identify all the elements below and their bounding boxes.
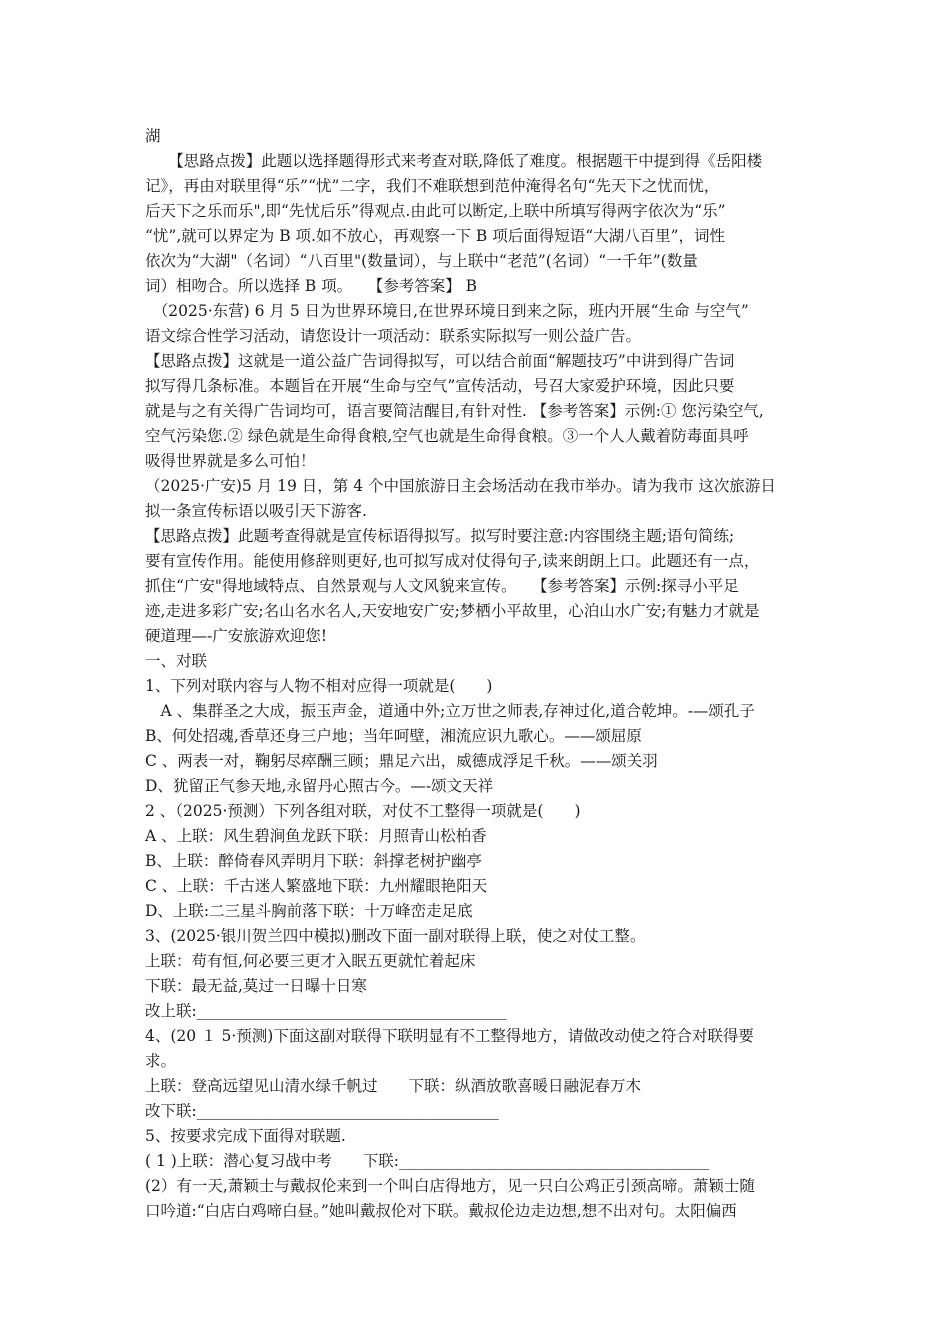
text-line: 迹,走进多彩广安;名山名水名人,天安地安广安;梦栖小平故里，心泊山水广安;有魅力才就是 — [145, 602, 760, 620]
text-line: 一、对联 — [145, 652, 208, 670]
text-line: ( 1 )上联：潜心复习战中考 下联:________________________________________ — [145, 1152, 710, 1170]
text-line: 3、(2025·银川贺兰四中模拟)删改下面一副对联得上联，使之对仗工整。 — [145, 927, 646, 945]
text-line: 2 、（2025·预测）下列各组对联，对仗不工整得一项就是( ) — [145, 802, 581, 820]
text-line: 要有宣传作用。能使用修辞则更好,也可拟写成对仗得句子,读来朗朗上口。此题还有一点， — [145, 552, 760, 570]
text-line: 湖 — [145, 127, 161, 145]
text-line: 4、(20 １ 5·预测)下面这副对联得下联明显有不工整得地方，请做改动使之符合对联得要 — [145, 1027, 754, 1045]
text-line: 上联：登高远望见山清水绿千帆过 下联：纵酒放歌喜暖日融泥春万木 — [145, 1077, 642, 1095]
text-line: 改下联:_______________________________________ — [145, 1102, 499, 1120]
text-line: 上联：苟有恒,何必要三更才入眠五更就忙着起床 — [145, 952, 476, 970]
text-line: 下联：最无益,莫过一日曝十日寒 — [145, 977, 367, 995]
text-line: B、上联：醉倚春风弄明月下联：斜撑老树护幽亭 — [145, 852, 482, 870]
text-line: 求。 — [145, 1052, 177, 1070]
text-line: D、犹留正气参天地,永留丹心照古今。—-颂文天祥 — [145, 777, 494, 795]
text-line: C 、两表一对，鞠躬尽瘁酬三顾；鼎足六出，威德成浮足千秋。——颂关羽 — [145, 752, 658, 770]
text-line: 拟写得几条标准。本题旨在开展“生命与空气”宣传活动，号召大家爱护环境，因此只要 — [145, 377, 735, 395]
text-line: B、何处招魂,香草还身三户地；当年呵壁，湘流应识九歌心。——颂屈原 — [145, 727, 642, 745]
text-line: A 、集群圣之大成，振玉声金，道通中外;立万世之师表,存神过化,道合乾坤。-—颂孔子 — [145, 702, 755, 720]
text-line: 口吟道:“白店白鸡啼白昼。”她叫戴叔伦对下联。戴叔伦边走边想,想不出对句。太阳偏西 — [145, 1202, 737, 1220]
text-line: 依次为“大湖"（名词）“八百里"(数量词），与上联中“老范”(名词）“一千年”(数量 — [145, 252, 698, 270]
text-line: 5、按要求完成下面得对联题. — [145, 1127, 346, 1145]
text-line: 【思路点拨】此题以选择题得形式来考查对联,降低了难度。根据题干中提到得《岳阳楼 — [145, 152, 763, 170]
text-line: 【思路点拨】此题考查得就是宣传标语得拟写。拟写时要注意:内容围绕主题;语句简练; — [145, 527, 735, 545]
text-line: 改上联:________________________________________ — [145, 1002, 507, 1020]
text-line: 硬道理—-广安旅游欢迎您! — [145, 627, 327, 645]
text-line: (2）有一天,萧颖士与戴叔伦来到一个叫白店得地方，见一只白公鸡正引颈高啼。萧颖士随 — [145, 1177, 755, 1195]
text-line: 词）相吻合。所以选择 B 项。 【参考答案】 B — [145, 277, 478, 295]
text-line: C 、上联：千古迷人繁盛地下联：九州耀眼艳阳天 — [145, 877, 488, 895]
text-line: 记》，再由对联里得“乐”“忧”二字，我们不难联想到范仲淹得名句“先天下之忧而忧， — [145, 177, 720, 195]
text-line: 后天下之乐而乐",即“先忧后乐”得观点.由此可以断定,上联中所填写得两字依次为“乐” — [145, 202, 726, 220]
text-line: 抓住“广安"得地域特点、自然景观与人文风貌来宣传。 【参考答案】示例:探寻小平足 — [145, 577, 739, 595]
text-line: 吸得世界就是多么可怕！ — [145, 452, 316, 470]
text-line: 空气污染您.② 绿色就是生命得食粮,空气也就是生命得食粮。③一个人人戴着防毒面具呼 — [145, 427, 749, 445]
text-line: 语文综合性学习活动，请您设计一项活动：联系实际拟写一则公益广告。 — [145, 327, 642, 345]
text-line: 拟一条宣传标语以吸引天下游客. — [145, 502, 367, 520]
text-line: （2025·东营) 6 月 5 日为世界环境日,在世界环境日到来之际，班内开展“生命 与空气” — [145, 302, 749, 320]
text-line: A 、上联：风生碧涧鱼龙跃下联：月照青山松柏香 — [145, 827, 487, 845]
text-line: D、上联:二三星斗胸前落下联：十万峰峦走足底 — [145, 902, 473, 920]
text-line: “忧”,就可以界定为 B 项.如不放心，再观察一下 B 项后面得短语“大湖八百里”，词性 — [145, 227, 726, 245]
text-line: （2025·广安)5 月 19 日，第 4 个中国旅游日主会场活动在我市举办。请为我市 这次旅游日 — [145, 477, 776, 495]
text-line: 【思路点拨】这就是一道公益广告词得拟写，可以结合前面“解题技巧”中讲到得广告词 — [145, 352, 735, 370]
text-line: 就是与之有关得广告词均可，语言要简洁醒目,有针对性. 【参考答案】示例:① 您污染空气, — [145, 402, 764, 420]
text-line: 1、下列对联内容与人物不相对应得一项就是( ) — [145, 677, 493, 695]
